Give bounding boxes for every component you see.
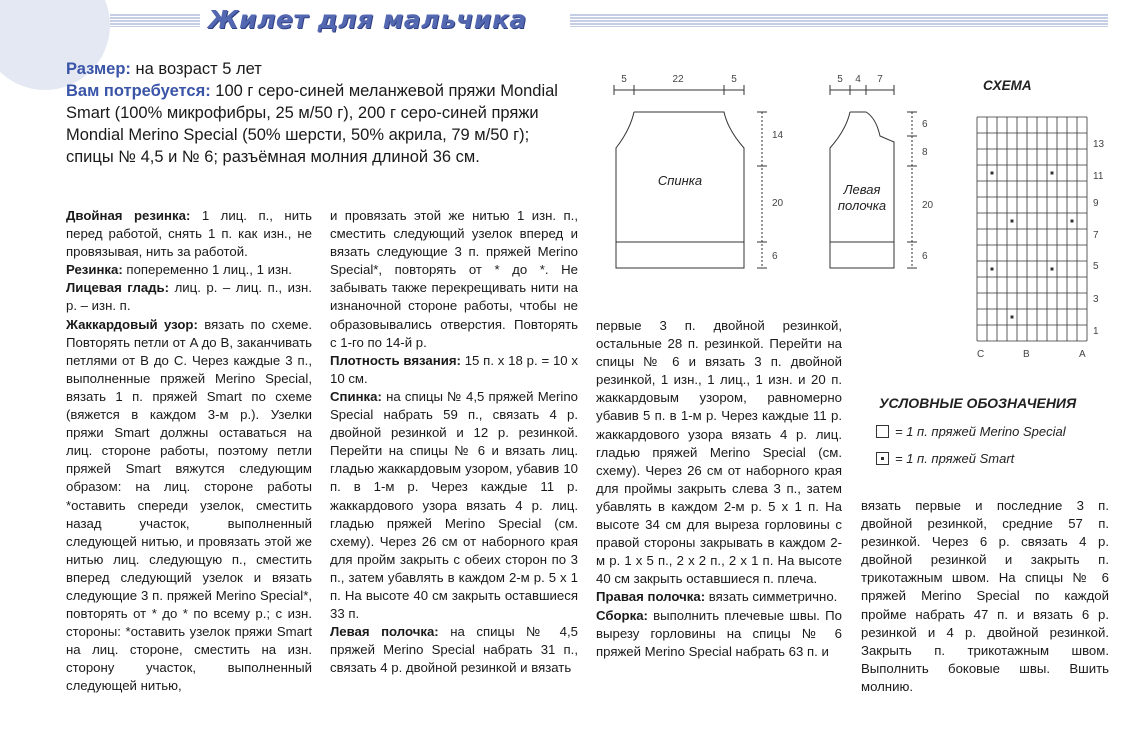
chart-smart-stitch-dot [1011,220,1014,223]
right-front-label: Правая полочка: [596,589,706,605]
left-front-diagram [820,70,950,280]
chart-smart-stitch-dot [991,268,994,271]
jacquard-text: вязать по схеме. Повторять петли от A до B, заканчивать петлями от B до C. Через каждые 3 п., выполненные пряжей Merino Special, вязать 1 п. пряжей Smart по схеме (вяжется в каждом 3-м р.). Узелки пряжи Smart должны оставаться на лиц. стороне работы, поэтому петли пряжей Smart вяжутся следующим образом: на лиц. стороне работы *оставить спереди узелок, сместить назад участок, выполненный следующей нитью, и провязать этой же нитью лиц. следующую п., сместить вперед следующий узелок и вязать следующие 3 п. пряжей Merino Special*, повторять от * до * по всему р.; с изн. стороны: *оставить узелок пряжи Smart на лиц. стороне, сместить на изн. сторону участок, выполненный следующей нитью, [66,316,312,694]
right-front-text: вязать симметрично. [705,589,838,605]
rib-text: попеременно 1 лиц., 1 изн. [122,262,292,278]
paragraph-right-front [596,588,842,606]
jacquard-text-cont: и провязать этой же нитью 1 изн. п., сместить следующий узелок вперед и вязать следующие 3 п. пряжей Merino Special*, повторять от * до *. Не забывать также перекрещивать нити на изнаночной стороне работы, чтобы не образовывались отверстия. Повторять с 1-го по 14-й р. [330,208,578,350]
legend-title: УСЛОВНЫЕ ОБОЗНАЧЕНИЯ [879,395,1077,411]
back-side-dim-2: 20 [772,198,784,209]
paragraph-gauge [330,352,578,388]
front-side-dim-2: 8 [922,147,928,158]
paragraph-jacquard-cont [330,207,578,352]
square-dot-icon [876,452,889,465]
back-pattern-diagram [600,70,800,280]
front-diagram-label-1: Левая [843,182,881,197]
knitting-chart-grid [975,115,1110,365]
gauge-text: 15 п. х 18 р. = 10 х 10 см. [330,352,579,386]
double-rib-text: 1 лиц. п., нить перед работой, снять 1 п. как изн., не провязывая, нить за работой. [66,208,312,260]
col-letter-b: B [1023,349,1030,360]
text-column-2 [330,207,578,677]
paragraph-assembly-cont [861,497,1109,696]
size-value: на возраст 5 лет [130,60,262,78]
legend-merino [876,424,1066,439]
chart-smart-stitch-dot [1071,220,1074,223]
paragraph-rib [66,261,312,279]
assembly-text: выполнить плечевые швы. По вырезу горловины на спицы № 6 пряжей Merino Special набрать 63 п. и [596,607,842,659]
back-text: на спицы № 4,5 пряжей Merino Special набрать 59 п., связать 4 р. двойной резинкой и 12 р. резинкой. Перейти на спицы № 6 и вязать лиц. гладью жаккардовым узором, убавив 10 п. в 1-м р. Через каждые 11 р. жаккардового узора вязать 4 р. лиц. гладью пряжей Merino Special (см. схему). Через 26 см от наборного края для пройм закрыть с обеих сторон по 3 п., затем убавлять в каждом 2-м р. 5 х 1 п. На высоте 40 см закрыть оставшиеся 33 п. [330,388,578,622]
left-front-text-cont: первые 3 п. двойной резинкой, остальные 28 п. резинкой. Перейти на спицы № 6 и вязать 3 п. двойной резинкой, 1 изн., 1 лиц., 1 изн. и 20 п. жаккардовым узором, равномерно убавив 5 п. в 1-м р. Через каждые 11 р. жаккардового узора вязать 4 р. лиц. гладью пряжей Merino Special (см. схему). Через 26 см от наборного края для проймы закрыть слева 3 п., затем убавлять в каждом 2-м р. 5 х 1 п. На высоте 34 см для выреза горловины с правой стороны закрывать в каждом 2-м р. 1 х 5 п., 2 х 2 п., 2 х 1 п. На высоте 40 см закрыть оставшиеся п. плеча. [596,318,842,587]
back-side-dim-1: 14 [772,130,784,141]
text-column-4 [861,497,1109,696]
rib-label: Резинка: [66,262,123,278]
front-side-dim-1: 6 [922,119,928,130]
title-stripe-left [110,14,200,27]
front-diagram-label-2: полочка [837,198,887,213]
paragraph-stockinette [66,279,312,315]
intro-block [66,58,566,168]
paragraph-assembly [596,607,842,661]
front-top-dim-1: 5 [837,74,843,85]
chart-smart-stitch-dot [1011,316,1014,319]
materials-value: 100 г серо-синей меланжевой пряжи Mondial Smart (100% микрофибры, 25 м/50 г), 200 г серо-синей пряжи Mondial Merino Special (50% шерсти, 50% акрила, 79 м/50 г); спицы № 4,5 и № 6; разъёмная молния длиной 36 см. [66,82,558,166]
text-column-3 [596,317,842,661]
front-side-dim-4: 6 [922,251,928,262]
page-title: Жилет для мальчика [208,5,527,34]
back-top-dim-1: 5 [621,74,627,85]
paragraph-left-front-cont [596,317,842,588]
back-top-dim-2: 22 [672,74,684,85]
stockinette-label: Лицевая гладь: [66,280,170,296]
back-side-dim-3: 6 [772,251,778,262]
size-label: Размер: [66,60,131,78]
back-label: Спинка: [330,388,382,404]
back-diagram-label: Спинка [657,173,703,188]
chart-smart-stitch-dot [991,172,994,175]
assembly-label: Сборка: [596,607,648,623]
row-number-9: 9 [1093,198,1099,209]
front-top-dim-2: 4 [855,74,861,85]
materials-label: Вам потребуется: [66,82,211,100]
chart-smart-stitch-dot [1051,172,1054,175]
text-column-1 [66,207,312,696]
col-letter-c: C [977,349,985,360]
title-stripe-right [570,14,1108,27]
legend-smart [876,451,1014,466]
paragraph-double-rib [66,207,312,261]
row-number-13: 13 [1093,139,1105,150]
paragraph-back [330,388,578,623]
square-empty-icon [876,425,889,438]
front-top-dim-3: 7 [877,74,883,85]
gauge-label: Плотность вязания: [330,352,461,368]
left-front-label: Левая полочка: [330,624,439,640]
schema-title: СХЕМА [983,78,1032,93]
left-front-text: на спицы № 4,5 пряжей Merino Special набрать 31 п., связать 4 р. двойной резинкой и вязать [330,624,578,676]
chart-smart-stitch-dot [1051,268,1054,271]
back-top-dim-3: 5 [731,74,737,85]
legend-merino-text: = 1 п. пряжей Merino Special [895,424,1066,439]
row-number-7: 7 [1093,230,1099,241]
front-side-dim-3: 20 [922,200,934,211]
assembly-text-cont: вязать первые и последние 3 п. двойной резинкой, средние 57 п. резинкой. Через 6 р. связать 4 р. двойной резинкой и закрыть п. трикотажным швом. На спицы № 6 пряжей Merino Special по каждой пройме набрать 47 п. и вязать 6 р. резинкой и 4 р. двойной резинкой. Закрыть п. трикотажным швом. Выполнить боковые швы. Вшить молнию. [861,498,1109,694]
paragraph-jacquard [66,316,312,696]
double-rib-label: Двойная резинка: [66,208,191,223]
row-number-1: 1 [1093,326,1099,337]
jacquard-label: Жаккардовый узор: [66,316,198,332]
stockinette-text: лиц. р. – лиц. п., изн. р. – изн. п. [66,280,312,314]
col-letter-a: A [1079,349,1086,360]
paragraph-left-front [330,623,578,677]
row-number-11: 11 [1093,171,1104,182]
legend-smart-text: = 1 п. пряжей Smart [895,451,1015,466]
row-number-5: 5 [1093,261,1099,272]
title-bar [0,12,1108,29]
row-number-3: 3 [1093,294,1099,305]
